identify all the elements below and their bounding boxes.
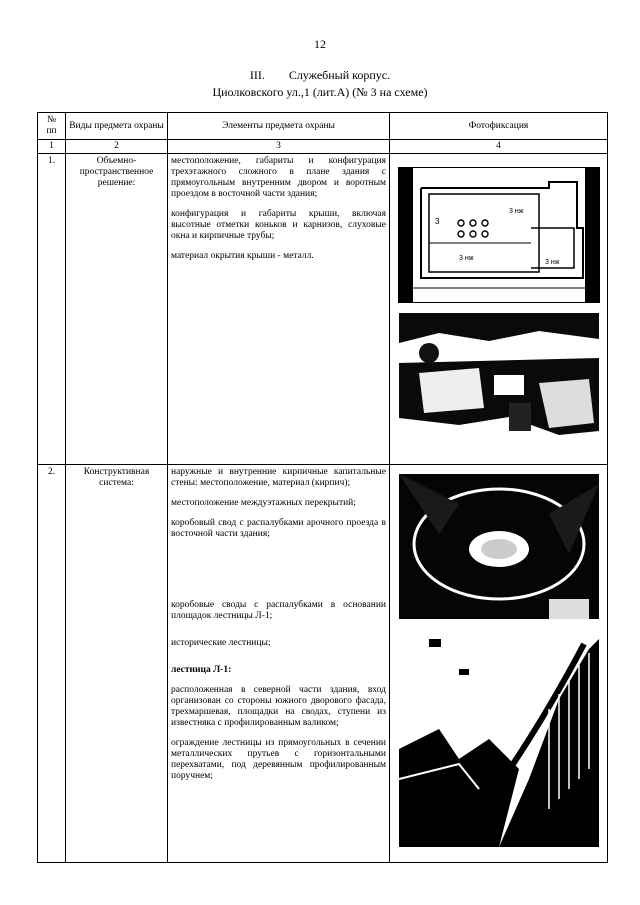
element-text: конфигурация и габариты крыши, включая высотные отметки коньков и карнизов, слуховые окна и кирпичные трубы; [171, 209, 386, 241]
row-number: 2. [38, 465, 66, 863]
col-header-kind: Виды предмета охраны [66, 113, 168, 140]
section-title: III. Служебный корпус. [249, 68, 391, 82]
col-num-4: 4 [390, 140, 608, 154]
col-header-elements: Элементы предмета охраны [168, 113, 390, 140]
protection-table [37, 112, 608, 863]
plan-label: 3 нж [544, 259, 559, 266]
plan-label: 3 нж [458, 255, 473, 262]
column-number-row [38, 140, 608, 154]
element-text: материал окрытия крыши - металл. [171, 251, 314, 261]
col-num-3: 3 [168, 140, 390, 154]
table-row [38, 465, 608, 863]
col-header-photos: Фотофиксация [390, 113, 608, 140]
stair-photo [399, 629, 599, 847]
row-photos [390, 154, 608, 465]
roof-photo [399, 313, 599, 449]
col-num-2: 2 [66, 140, 168, 154]
element-text: коробовые своды с распалубками в основании площадок лестницы Л-1; [171, 600, 386, 621]
element-text: исторические лестницы; [171, 638, 271, 648]
element-text: наружные и внутренние кирпичные капитальные стены: местоположение, материал (кирпич); [171, 467, 386, 488]
header-row [38, 113, 608, 140]
element-text: коробовый свод с распалубками арочного проезда в восточной части здания; [171, 518, 386, 539]
row-photos [390, 465, 608, 863]
plan-label: 3 нж [508, 208, 523, 215]
address-title: Циолковского ул.,1 (лит.А) (№ 3 на схеме) [212, 85, 428, 99]
col-header-num: № пп [38, 113, 66, 140]
row-kind: Конструктивная система: [66, 465, 168, 863]
row-elements [168, 465, 390, 863]
row-elements [168, 154, 390, 465]
page-number: 12 [314, 37, 326, 51]
plan-photo [398, 167, 600, 303]
element-text: местоположение, габариты и конфигурация трехэтажного сложного в плане здания с прямоугольным внутренним двором и воротным проездом в восточной части здания; [171, 156, 386, 199]
element-text: ограждение лестницы из прямоугольных в сечении металлических прутьев с горизонтальными перехватами, под деревянным профилированным поручнем; [171, 738, 386, 781]
element-text: расположенная в северной части здания, вход организован со стороны южного дворового фасада, трехмаршевая, площадки на сводах, ступени из известняка с профилированным валиком; [171, 685, 386, 728]
table-row [38, 154, 608, 465]
element-text: местоположение междуэтажных перекрытий; [171, 498, 356, 508]
col-num-1: 1 [38, 140, 66, 154]
plan-label: 3 [434, 217, 439, 226]
row-kind: Объемно-пространственное решение: [66, 154, 168, 465]
element-heading: лестница Л-1: [171, 665, 232, 675]
vault-photo [399, 474, 599, 619]
row-number: 1. [38, 154, 66, 465]
